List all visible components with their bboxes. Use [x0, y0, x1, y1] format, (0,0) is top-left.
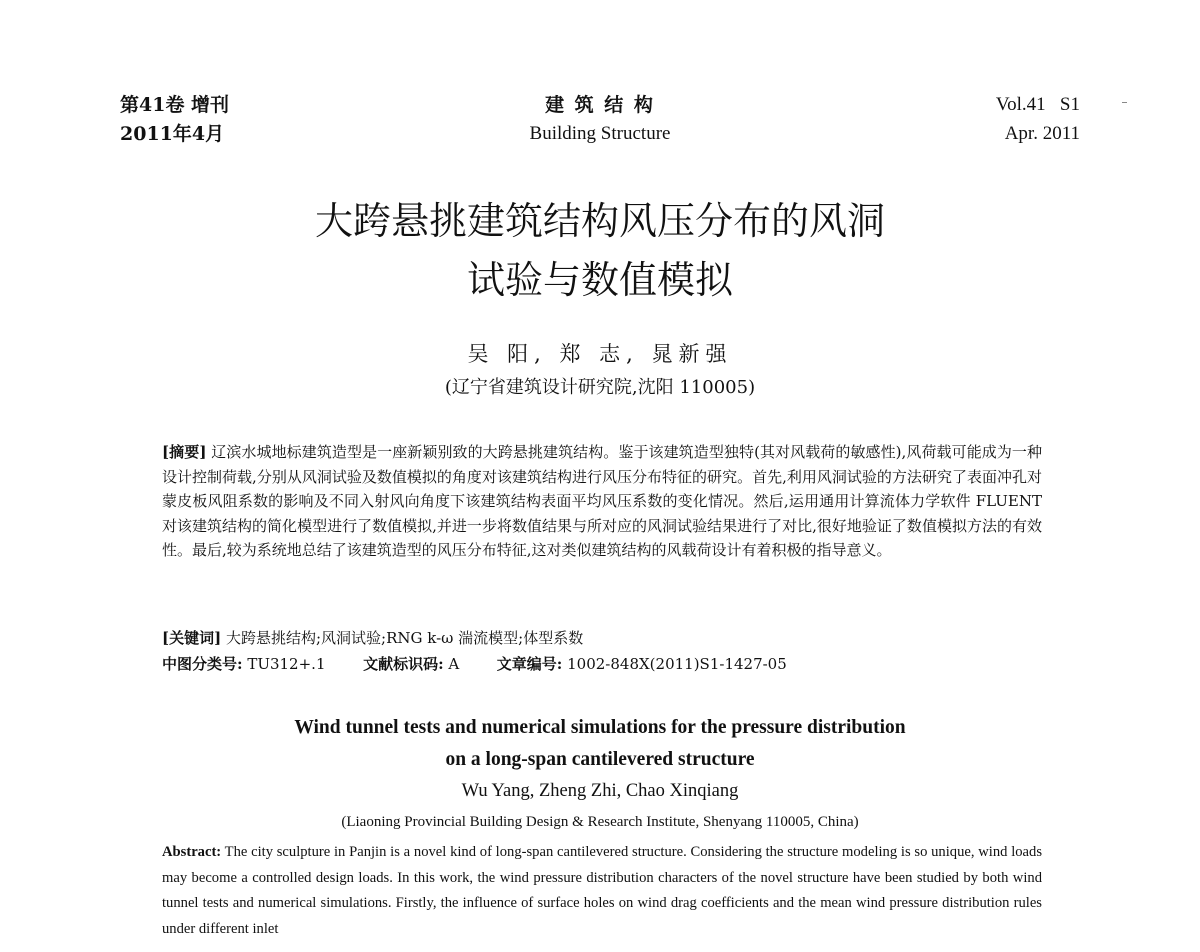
en-title-line-2: on a long-span cantilevered structure	[445, 749, 755, 770]
keywords-tag: [关键词]	[162, 629, 222, 647]
en-title-line-1: Wind tunnel tests and numerical simulations for the pressure distribution	[294, 717, 906, 738]
clc-value: TU312+.1	[247, 655, 326, 673]
issue-date-en: Apr. 2011	[1004, 123, 1080, 144]
issue-label: 第41卷 增刊	[120, 94, 230, 116]
doc-code-value: A	[448, 655, 460, 673]
title-line-2: 试验与数值模拟	[466, 258, 733, 302]
abstract-en-label: Abstract:	[162, 844, 222, 860]
article-no-value: 1002-848X(2011)S1-1427-05	[567, 655, 787, 673]
keywords-cn	[162, 626, 1042, 651]
doc-code-label: 文献标识码:	[363, 655, 444, 673]
issue-date: 2011年4月	[120, 123, 225, 145]
abstract-en-text: The city sculpture in Panjin is a novel kind of long-span cantilevered structure. Considering the structure modeling is so unique, wind loads may become a controlled design loads. In this work, the wind pressure distribution characters of the novel structure have been studied by both wind tunnel tests and numerical simulations. Firstly, the influence of surface holes on wind drag coefficients and the mean wind pressure distribution rules under different inlet	[162, 844, 1042, 937]
scan-mark	[1122, 102, 1127, 103]
volume-label: Vol.41 S1	[995, 94, 1080, 115]
affiliation-cn: (辽宁省建筑设计研究院,沈阳 110005)	[444, 377, 756, 398]
classification-line	[162, 652, 1042, 677]
abstract-cn	[162, 440, 1042, 563]
abstract-en	[162, 840, 1042, 942]
title-line-1: 大跨悬挑建筑结构风压分布的风洞	[314, 199, 885, 243]
clc-label: 中图分类号:	[162, 655, 243, 673]
abstract-cn-tag: [摘要]	[162, 443, 207, 461]
en-authors: Wu Yang, Zheng Zhi, Chao Xinqiang	[461, 781, 739, 801]
journal-name-en: Building Structure	[529, 123, 671, 144]
keywords-text: 大跨悬挑结构;风洞试验;RNG k-ω 湍流模型;体型系数	[225, 629, 584, 647]
en-affiliation: (Liaoning Provincial Building Design & Research Institute, Shenyang 110005, China)	[341, 814, 859, 830]
abstract-cn-text: 辽滨水城地标建筑造型是一座新颖别致的大跨悬挑建筑结构。鉴于该建筑造型独特(其对风载荷的敏感性),风荷载可能成为一种设计控制荷载,分别从风洞试验及数值模拟的角度对该建筑结构进行风压分布特征的研究。首先,利用风洞试验的方法研究了表面冲孔对蒙皮板风阻系数的影响及不同入射风向角度下该建筑结构表面平均风压系数的变化情况。然后,运用通用计算流体力学软件 FLUENT 对该建筑结构的简化模型进行了数值模拟,并进一步将数值结果与所对应的风洞试验结果进行了对比,很好地验证了数值模拟方法的有效性。最后,较为系统地总结了该建筑造型的风压分布特征,这对类似建筑结构的风载荷设计有着积极的指导意义。	[162, 443, 1042, 559]
authors-cn: 吴 阳, 郑 志, 晁新强	[467, 342, 733, 366]
article-no-label: 文章编号:	[496, 655, 563, 673]
journal-name-cn: 建 筑 结 构	[545, 94, 655, 116]
